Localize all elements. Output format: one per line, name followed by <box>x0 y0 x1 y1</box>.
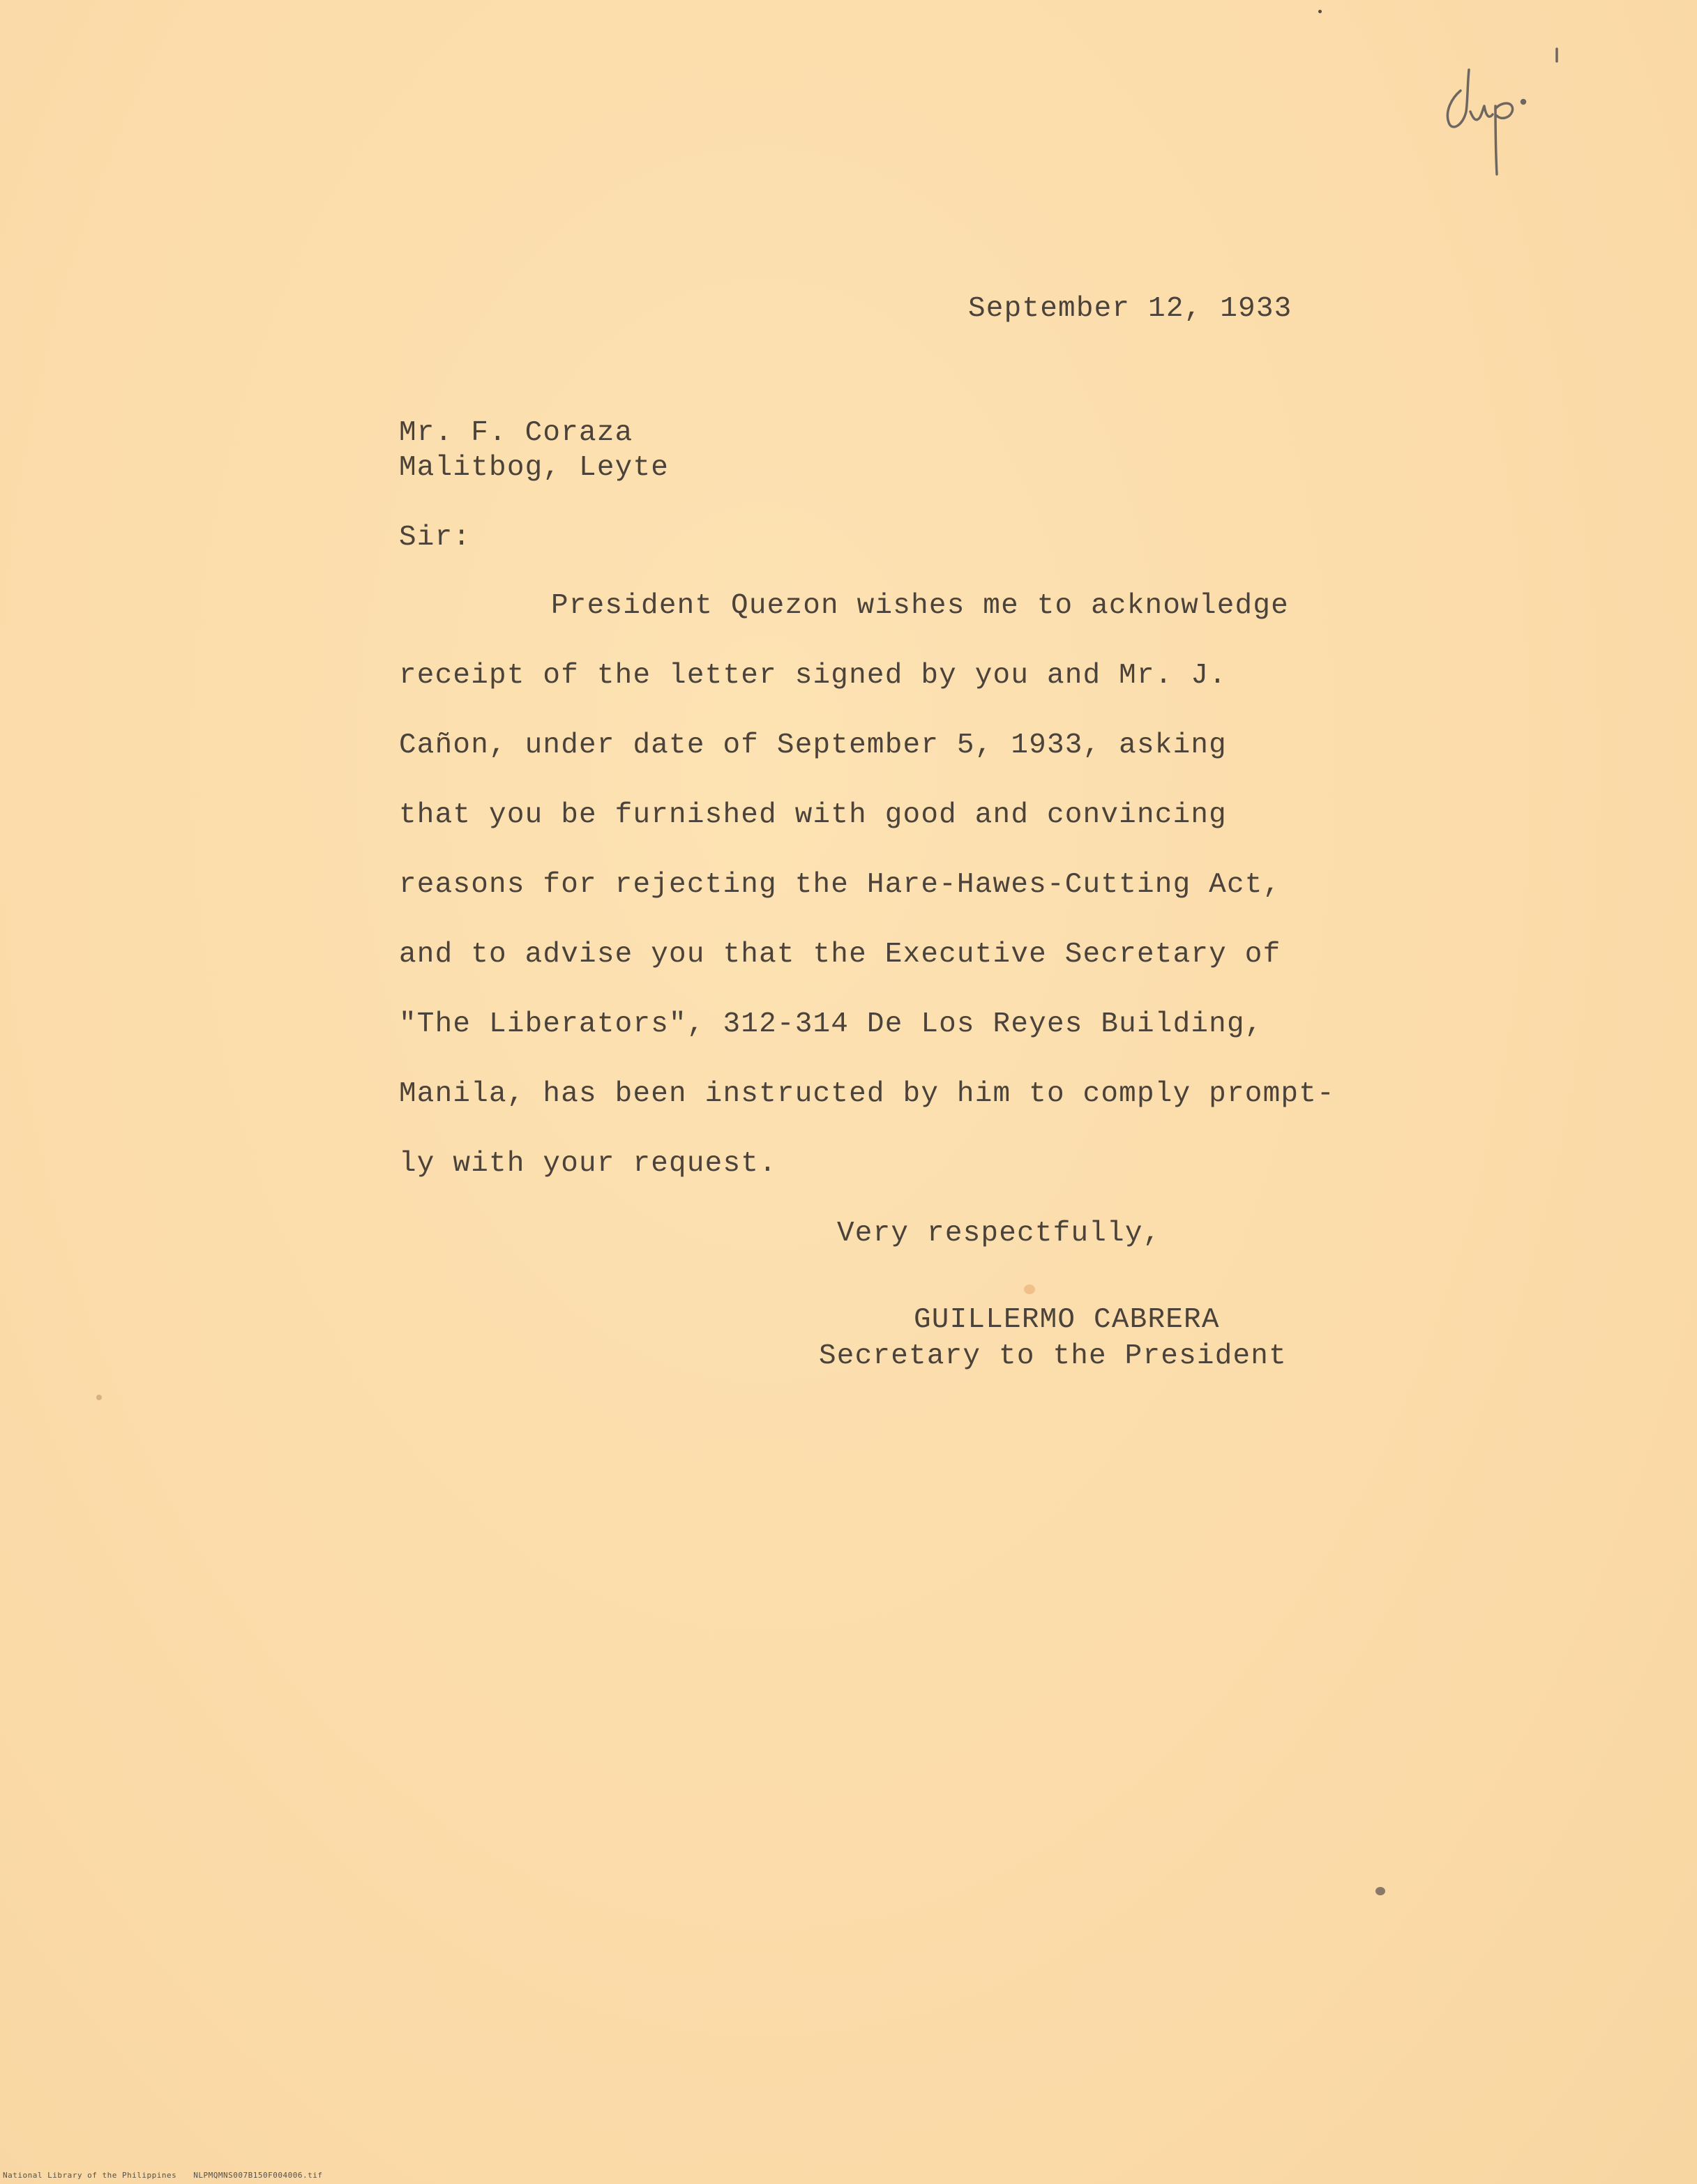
recipient-name: Mr. F. Coraza <box>399 417 633 449</box>
salutation: Sir: <box>399 522 472 554</box>
signer-title: Secretary to the President <box>819 1340 1287 1372</box>
paper-speck <box>96 1395 102 1400</box>
body-line: receipt of the letter signed by you and Mr. J. <box>399 660 1227 692</box>
body-line: that you be furnished with good and convincing <box>399 799 1227 831</box>
body-line: and to advise you that the Executive Secretary of <box>399 939 1281 971</box>
recipient-location: Malitbog, Leyte <box>399 452 670 484</box>
paper-speck <box>1375 1887 1385 1895</box>
body-line: ly with your request. <box>399 1148 777 1180</box>
footer-institution: National Library of the Philippines <box>3 2171 177 2180</box>
body-line: "The Liberators", 312-314 De Los Reyes Building, <box>399 1008 1263 1040</box>
footer-filename: NLPMQMNS007B150F004006.tif <box>193 2171 323 2180</box>
archive-footer <box>3 2171 322 2180</box>
body-line: Cañon, under date of September 5, 1933, asking <box>399 729 1227 761</box>
closing: Very respectfully, <box>837 1218 1161 1250</box>
letter-date: September 12, 1933 <box>968 293 1292 325</box>
paper-speck <box>1024 1284 1035 1294</box>
body-line: Manila, has been instructed by him to comply prompt- <box>399 1078 1335 1110</box>
paper-speck <box>1318 10 1322 13</box>
body-line: President Quezon wishes me to acknowledge <box>551 590 1289 622</box>
handwritten-dup-note <box>1437 42 1576 181</box>
signer-name: GUILLERMO CABRERA <box>914 1304 1220 1336</box>
body-line: reasons for rejecting the Hare-Hawes-Cutting Act, <box>399 869 1281 901</box>
